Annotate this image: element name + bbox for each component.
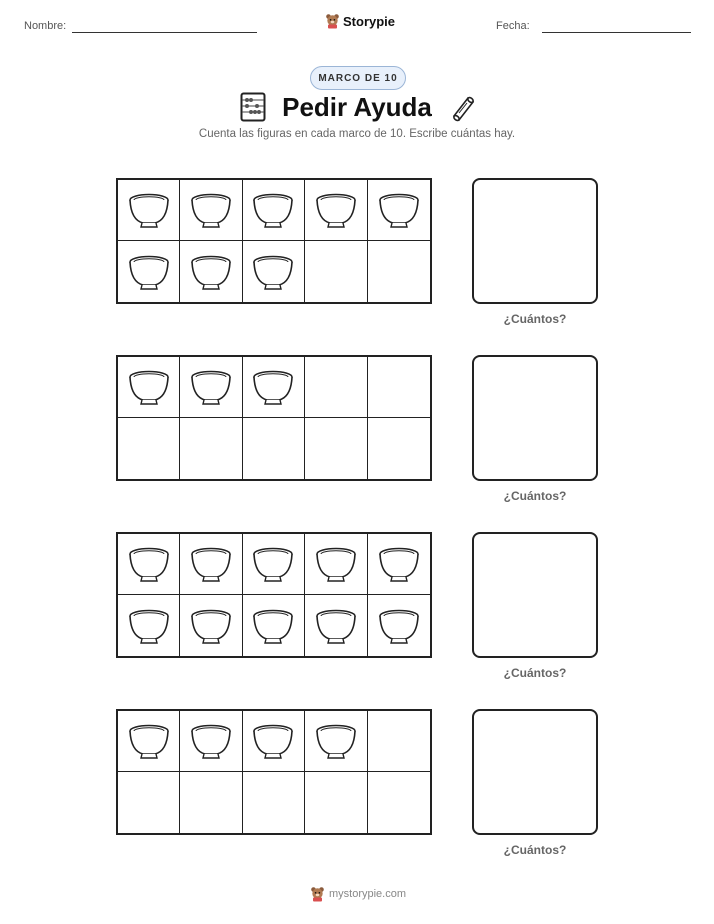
ten-frame-cell (243, 772, 305, 833)
bowl-icon (127, 189, 171, 231)
ten-frame-cell (180, 772, 242, 833)
ten-frame-cell (368, 180, 430, 241)
footer (310, 886, 406, 902)
bowl-icon (251, 720, 295, 762)
bowl-icon (189, 366, 233, 408)
ten-frame-cell (305, 534, 367, 595)
bowl-icon (127, 251, 171, 293)
answer-box[interactable] (472, 178, 598, 304)
how-many-label: ¿Cuántos? (503, 489, 567, 503)
ten-frame-cell (118, 357, 180, 418)
bowl-icon (314, 543, 358, 585)
ten-frame-cell (243, 711, 305, 772)
ten-frame-cell (180, 180, 242, 241)
bowl-icon (251, 251, 295, 293)
date-label: Fecha: (496, 20, 530, 32)
how-many-label: ¿Cuántos? (503, 312, 567, 326)
ten-frame-cell (305, 418, 367, 479)
ten-frame-cell (243, 534, 305, 595)
ten-frame-cell (368, 357, 430, 418)
answer-box[interactable] (472, 355, 598, 481)
ten-frame-cell (305, 711, 367, 772)
brand-logo (325, 13, 395, 29)
bowl-icon (189, 189, 233, 231)
ten-frame-cell (118, 595, 180, 656)
instructions: Cuenta las figuras en cada marco de 10. Escribe cuántas hay. (198, 128, 516, 140)
ten-frame-cell (368, 772, 430, 833)
ten-frame-cell (118, 180, 180, 241)
ten-frame-cell (180, 418, 242, 479)
date-field[interactable] (542, 32, 691, 33)
bowl-icon (251, 543, 295, 585)
ten-frame-cell (243, 180, 305, 241)
ten-frame-cell (368, 418, 430, 479)
ten-frame-cell (368, 241, 430, 302)
ten-frame-cell (118, 772, 180, 833)
bear-mascot-icon (325, 13, 340, 29)
ten-frame-cell (180, 711, 242, 772)
ten-frame (116, 709, 432, 835)
ten-frame-cell (243, 595, 305, 656)
ten-frame-cell (368, 711, 430, 772)
ten-frame-cell (305, 772, 367, 833)
bowl-icon (189, 605, 233, 647)
brand-name: Storypie (343, 13, 396, 29)
page-title: Pedir Ayuda (282, 92, 432, 122)
footer-url: mystorypie.com (329, 888, 407, 900)
answer-box[interactable] (472, 709, 598, 835)
ten-frame-cell (180, 357, 242, 418)
name-label: Nombre: (24, 20, 67, 32)
ten-frame-cell (118, 534, 180, 595)
ten-frame-cell (180, 595, 242, 656)
scroll-icon (448, 92, 476, 122)
ten-frame-cell (368, 595, 430, 656)
ten-frame (116, 178, 432, 304)
bowl-icon (127, 543, 171, 585)
bowl-icon (314, 605, 358, 647)
ten-frame-cell (180, 241, 242, 302)
bowl-icon (189, 543, 233, 585)
ten-frame-cell (305, 241, 367, 302)
bowl-icon (377, 543, 421, 585)
ten-frame-cell (118, 711, 180, 772)
bowl-icon (127, 366, 171, 408)
name-field[interactable] (72, 32, 257, 33)
ten-frame-cell (243, 357, 305, 418)
ten-frame-cell (305, 180, 367, 241)
ten-frame-cell (118, 241, 180, 302)
ten-frame-cell (305, 357, 367, 418)
ten-frame (116, 532, 432, 658)
category-badge: MARCO DE 10 (310, 66, 406, 90)
bowl-icon (189, 720, 233, 762)
ten-frame-cell (118, 418, 180, 479)
ten-frame-cell (243, 241, 305, 302)
ten-frame-cell (243, 418, 305, 479)
how-many-label: ¿Cuántos? (503, 843, 567, 857)
bowl-icon (377, 605, 421, 647)
ten-frame-cell (305, 595, 367, 656)
bear-mascot-icon (310, 886, 325, 902)
bowl-icon (314, 189, 358, 231)
abacus-icon (240, 92, 266, 122)
ten-frame-cell (180, 534, 242, 595)
bowl-icon (314, 720, 358, 762)
how-many-label: ¿Cuántos? (503, 666, 567, 680)
answer-box[interactable] (472, 532, 598, 658)
bowl-icon (251, 605, 295, 647)
bowl-icon (251, 189, 295, 231)
bowl-icon (377, 189, 421, 231)
bowl-icon (127, 605, 171, 647)
ten-frame-cell (368, 534, 430, 595)
bowl-icon (189, 251, 233, 293)
bowl-icon (251, 366, 295, 408)
bowl-icon (127, 720, 171, 762)
ten-frame (116, 355, 432, 481)
